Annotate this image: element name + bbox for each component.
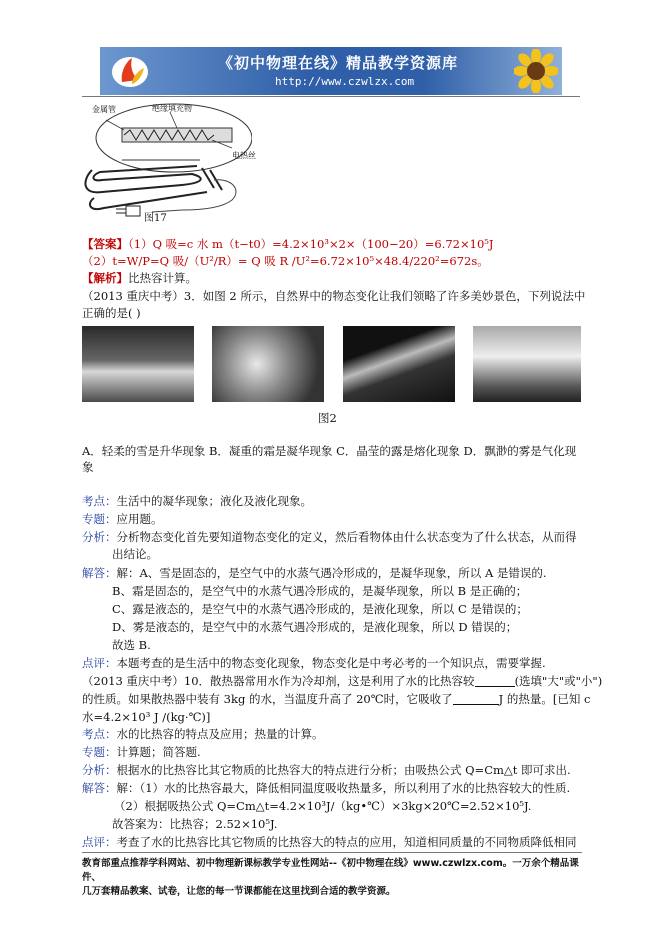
figure-17-heater xyxy=(82,100,252,220)
photo-frost xyxy=(212,326,324,402)
answer-tag: 【答案】 xyxy=(82,237,128,251)
q10-jieda-text-1: 解：（1）水的比热容最大，降低相同温度吸收热量多，所以利用了水的比热容较大的性质. xyxy=(116,781,571,795)
q10-jieda-text-2: （2）根据吸热公式 Q=Cm△t=4.2×10³J/（kg•℃）×3kg×20℃=2.52×10⁵J. xyxy=(114,799,532,813)
q3-jieda xyxy=(82,566,547,581)
q10-kaodian-text: 水的比热容的特点及应用；热量的计算。 xyxy=(116,727,324,741)
footer-line-2: 几万套精品教案、试卷，让您的每一节课都能在这里找到合适的教学资源。 xyxy=(82,886,396,897)
site-logo-icon xyxy=(110,52,150,90)
q10-fenxi-label: 分析： xyxy=(82,763,117,777)
footer-rule xyxy=(82,852,582,853)
q10-jieda xyxy=(82,781,570,796)
q10-stem-line-2 xyxy=(82,692,590,707)
q3-options-line-1: A．轻柔的雪是升华现象 B．凝重的霜是凝华现象 C．晶莹的露是熔化现象 D．飘渺的雾是气化现 xyxy=(82,444,577,458)
q3-dianping-label: 点评： xyxy=(82,656,117,670)
q10-kaodian xyxy=(82,727,324,742)
q10-stem-2b: J 的热量。[已知 c xyxy=(498,692,591,706)
q3-zhuanti xyxy=(82,512,163,527)
photo-snow xyxy=(82,326,194,402)
q10-fenxi xyxy=(82,763,571,778)
q3-zhuanti-text: 应用题。 xyxy=(116,512,163,526)
footer-line-1: 教育部重点推荐学科网站、初中物理新课标教学专业性网站--《初中物理在线》www.czwlzx.com。一万余个精品课件、 xyxy=(82,858,579,883)
answer-text-1: （1）Q 吸=c 水 m（t−t0）=4.2×10³×2×（100−20）=6.72×10⁵J xyxy=(128,237,494,251)
analysis-text: 比热容计算。 xyxy=(128,271,197,285)
q10-stem-line-1 xyxy=(82,674,602,689)
q10-zhuanti-label: 专题： xyxy=(82,745,117,759)
q3-stem-line-2: 正确的是( ) xyxy=(82,306,141,320)
q10-fenxi-text: 根据水的比热容比其它物质的比热容大的特点进行分析；由吸热公式 Q=Cm△t 即可求出. xyxy=(116,763,571,777)
q10-dianping-text: 考查了水的比热容比其它物质的比热容大的特点的应用，知道相同质量的不同物质降低相同 xyxy=(116,835,577,849)
label-metal-tube: 金属管 xyxy=(92,105,116,114)
q10-blank-2 xyxy=(453,693,499,705)
label-insulation: 绝缘填充物 xyxy=(152,104,192,113)
q3-fenxi xyxy=(82,530,577,545)
banner-url: http://www.czwlzx.com xyxy=(275,75,415,88)
q10-dianping xyxy=(82,835,577,850)
figure-2-caption: 图2 xyxy=(318,411,337,425)
q10-kaodian-label: 考点： xyxy=(82,727,117,741)
answer-line-2: （2）t=W/P=Q 吸/（U²/R）= Q 吸 R /U²=6.72×10⁵×48.4/220²=672s。 xyxy=(82,254,489,268)
q3-jieda-text-4: D、雾是液态的，是空气中的水蒸气遇冷形成的，是液化现象，所以 D 错误的； xyxy=(112,620,518,634)
q3-kaodian-text: 生活中的凝华现象；液化及液化现象。 xyxy=(116,494,312,508)
q3-jieda-text-2: B、霜是固态的，是空气中的水蒸气遇冷形成的，是凝华现象，所以 B 是正确的； xyxy=(112,584,528,598)
q10-dianping-label: 点评： xyxy=(82,835,117,849)
photo-fog xyxy=(473,326,581,402)
banner-title: 《初中物理在线》精品教学资源库 xyxy=(218,54,459,72)
q3-dianping xyxy=(82,656,546,671)
header-banner xyxy=(100,47,562,95)
analysis-line xyxy=(82,271,197,286)
q3-jieda-text-1: 解：A、雪是固态的，是空气中的水蒸气遇冷形成的，是凝华现象，所以 A 是错误的. xyxy=(116,566,547,580)
header-rule xyxy=(82,96,580,97)
q3-zhuanti-label: 专题： xyxy=(82,512,117,526)
q3-stem-line-1: （2013 重庆中考）3．如图 2 所示，自然界中的物态变化让我们领略了许多美妙景色，下列说法中 xyxy=(82,289,586,303)
q3-fenxi-label: 分析： xyxy=(82,530,117,544)
q10-stem-2a: 的性质。如果散热器中装有 3kg 的水，当温度升高了 20℃时，它吸收了 xyxy=(82,692,453,706)
q10-zhuanti-text: 计算题；简答题. xyxy=(116,745,201,759)
q10-blank-1 xyxy=(475,675,515,687)
q10-jieda-label: 解答： xyxy=(82,781,117,795)
q10-zhuanti xyxy=(82,745,201,760)
q3-kaodian-label: 考点： xyxy=(82,494,117,508)
photo-dew xyxy=(343,326,455,402)
q3-jieda-text-3: C、露是液态的，是空气中的水蒸气遇冷形成的，是液化现象，所以 C 是错误的； xyxy=(112,602,528,616)
label-heating-wire: 电热丝 xyxy=(232,151,256,160)
q10-jieda-text-3: 故答案为：比热容；2.52×10⁵J. xyxy=(112,817,278,831)
q10-stem-line-3: 水=4.2×10³ J /(kg·℃)] xyxy=(82,710,211,724)
q3-options-line-2: 象 xyxy=(82,460,94,474)
q10-stem-1a: （2013 重庆中考）10．散热器常用水作为冷却剂，这是利用了水的比热容较 xyxy=(82,674,475,688)
q3-jieda-label: 解答： xyxy=(82,566,117,580)
q3-jieda-text-5: 故选 B. xyxy=(112,638,151,652)
q3-fenxi-text-2: 出结论。 xyxy=(112,547,158,561)
page-footer xyxy=(82,857,582,899)
sunflower-icon xyxy=(514,49,558,93)
figure-17-caption: 图17 xyxy=(144,213,167,224)
q3-fenxi-text-1: 分析物态变化首先要知道物态变化的定义，然后看物体由什么状态变为了什么状态，从而得 xyxy=(116,530,577,544)
answer-line-1 xyxy=(82,237,493,252)
q3-kaodian xyxy=(82,494,312,509)
q10-stem-1b: (选填"大"或"小") xyxy=(514,674,603,688)
analysis-tag: 【解析】 xyxy=(82,271,128,285)
q3-dianping-text: 本题考查的是生活中的物态变化现象，物态变化是中考必考的一个知识点，需要掌握. xyxy=(116,656,546,670)
